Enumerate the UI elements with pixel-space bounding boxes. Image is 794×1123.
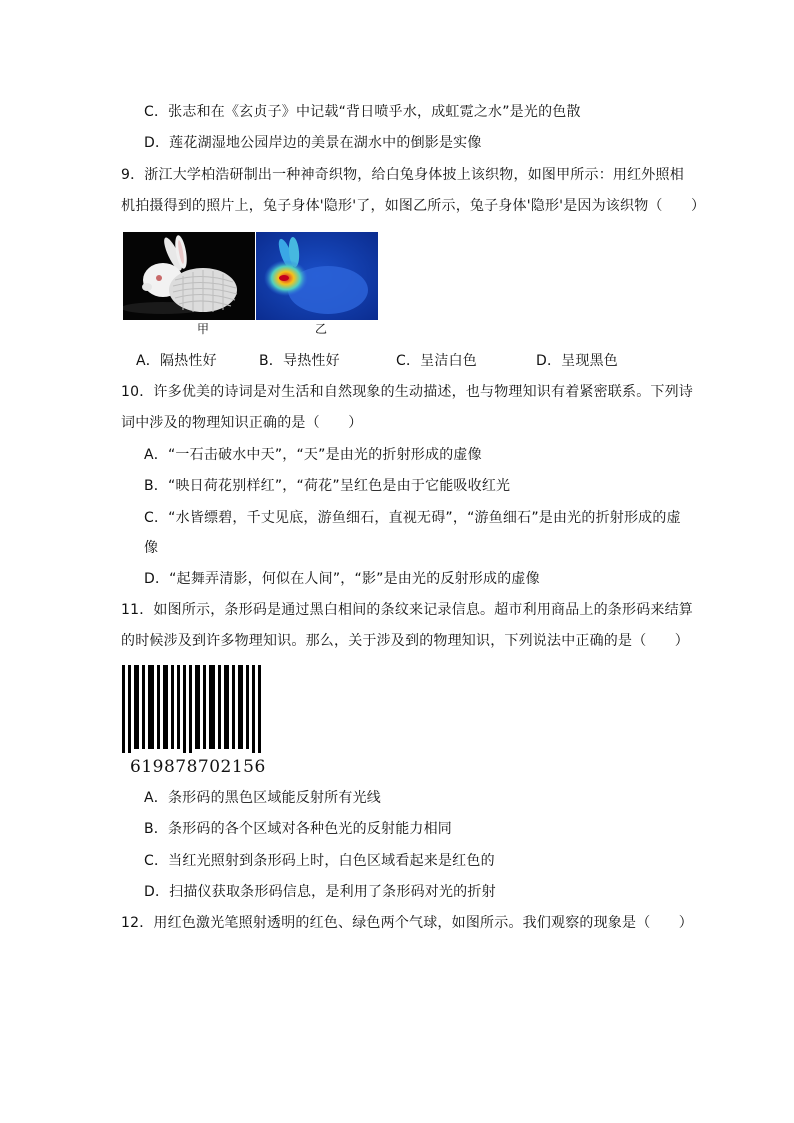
rabbit-icon [123, 232, 255, 320]
q9-option-a: A．隔热性好 [136, 353, 217, 369]
q9-stem-line1: 9．浙江大学柏浩研制出一种神奇织物，给白兔身体披上该织物，如图甲所示：用红外照相 [121, 167, 684, 183]
q10-stem-line2: 词中涉及的物理知识正确的是（ ） [121, 415, 363, 431]
q10-option-c-line1: C．“水皆缥碧，千丈见底，游鱼细石，直视无碍”，“游鱼细石”是由光的折射形成的虚 [144, 510, 681, 526]
figure-yi-caption: 乙 [315, 322, 328, 336]
figure-jia-caption: 甲 [197, 322, 210, 336]
figure-yi-infrared-photo [256, 232, 378, 320]
q11-option-c: C．当红光照射到条形码上时，白色区域看起来是红色的 [144, 853, 495, 869]
q11-stem-line1: 11．如图所示，条形码是通过黑白相间的条纹来记录信息。超市利用商品上的条形码来结算 [121, 602, 694, 618]
q9-option-c: C．呈洁白色 [396, 353, 477, 369]
q9-option-d: D．呈现黑色 [536, 353, 618, 369]
q9-stem-line2: 机拍摄得到的照片上，兔子身体'隐形'了，如图乙所示，兔子身体'隐形'是因为该织物（ ） [121, 198, 706, 214]
q11-option-d: D．扫描仪获取条形码信息，是利用了条形码对光的折射 [144, 884, 496, 900]
q11-stem-line2: 的时候涉及到许多物理知识。那么，关于涉及到的物理知识，下列说法中正确的是（ ） [121, 633, 689, 649]
q10-option-d: D．“起舞弄清影，何似在人间”，“影”是由光的反射形成的虚像 [144, 571, 540, 587]
q11-option-a: A．条形码的黑色区域能反射所有光线 [144, 790, 381, 806]
infrared-rabbit-icon [256, 232, 378, 320]
figure-jia-rabbit-photo [123, 232, 255, 320]
barcode-image [122, 665, 262, 753]
q8-option-d: D．莲花湖湿地公园岸边的美景在湖水中的倒影是实像 [144, 135, 482, 151]
q10-option-c-line2: 像 [144, 540, 159, 556]
q12-stem-line1: 12．用红色激光笔照射透明的红色、绿色两个气球，如图所示。我们观察的现象是（ ） [121, 915, 694, 931]
q9-option-b: B．导热性好 [259, 353, 340, 369]
barcode-number: 619878702156 [130, 757, 266, 777]
q8-option-c: C．张志和在《玄贞子》中记载“背日喷乎水，成虹霓之水”是光的色散 [144, 104, 581, 120]
q10-stem-line1: 10．许多优美的诗词是对生活和自然现象的生动描述，也与物理知识有着紧密联系。下列诗 [121, 384, 694, 400]
q10-option-b: B．“映日荷花别样红”，“荷花”呈红色是由于它能吸收红光 [144, 478, 511, 494]
q10-option-a: A．“一石击破水中天”，“天”是由光的折射形成的虚像 [144, 447, 482, 463]
q11-option-b: B．条形码的各个区域对各种色光的反射能力相同 [144, 821, 453, 837]
